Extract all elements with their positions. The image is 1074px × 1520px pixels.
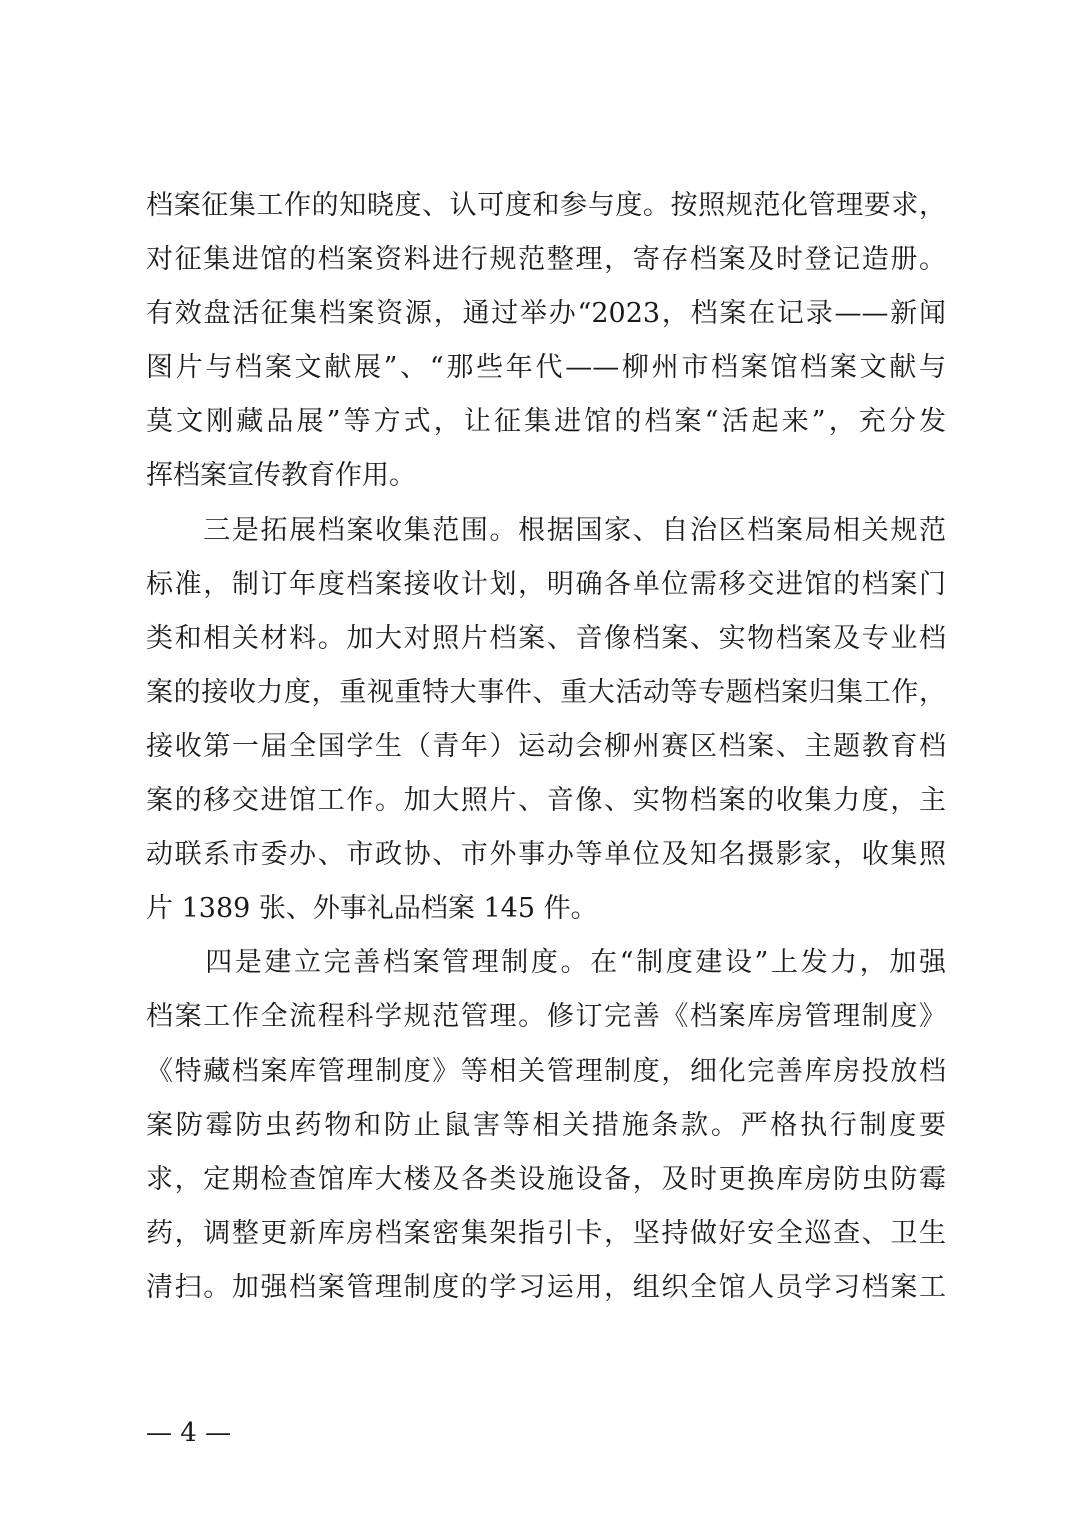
text-line: 图片与档案文献展”、“那些年代——柳州市档案馆档案文献与 [146, 352, 946, 384]
page-number: — 4 — [146, 1418, 232, 1448]
text-line: 标准，制订年度档案接收计划，明确各单位需移交进馆的档案门 [146, 568, 946, 600]
text-line: 对征集进馆的档案资料进行规范整理，寄存档案及时登记造册。 [146, 244, 946, 276]
text-line: 案的接收力度，重视重特大事件、重大活动等专题档案归集工作， [146, 676, 946, 708]
text-line: 档案征集工作的知晓度、认可度和参与度。按照规范化管理要求， [146, 190, 946, 221]
text-line: 清扫。加强档案管理制度的学习运用，组织全馆人员学习档案工 [146, 1271, 946, 1303]
text-line: 案防霉防虫药物和防止鼠害等相关措施条款。严格执行制度要 [146, 1109, 946, 1141]
text-line: 动联系市委办、市政协、市外事办等单位及知名摄影家，收集照 [146, 839, 946, 871]
text-line: 《特藏档案库管理制度》等相关管理制度，细化完善库房投放档 [146, 1055, 946, 1087]
text-line: 挥档案宣传教育作用。 [146, 460, 416, 492]
text-line: 药，调整更新库房档案密集架指引卡，坚持做好安全巡查、卫生 [146, 1217, 946, 1249]
text-line: 片 1389 张、外事礼品档案 145 件。 [146, 893, 598, 925]
text-line: 接收第一届全国学生（青年）运动会柳州赛区档案、主题教育档 [146, 730, 946, 762]
text-line: 案的移交进馆工作。加大照片、音像、实物档案的收集力度，主 [146, 785, 946, 817]
text-line: 求，定期检查馆库大楼及各类设施设备，及时更换库房防虫防霉 [146, 1163, 946, 1195]
text-line: 三是拓展档案收集范围。根据国家、自治区档案局相关规范 [146, 514, 946, 546]
text-line: 档案工作全流程科学规范管理。修订完善《档案库房管理制度》 [146, 1001, 946, 1033]
text-line: 类和相关材料。加大对照片档案、音像档案、实物档案及专业档 [146, 622, 946, 654]
text-line: 有效盘活征集档案资源，通过举办“2023，档案在记录——新闻 [146, 298, 946, 330]
text-line: 四是建立完善档案管理制度。在“制度建设”上发力，加强 [146, 947, 946, 979]
body-text [146, 179, 946, 1315]
text-line: 莫文刚藏品展”等方式，让征集进馆的档案“活起来”，充分发 [146, 406, 946, 438]
